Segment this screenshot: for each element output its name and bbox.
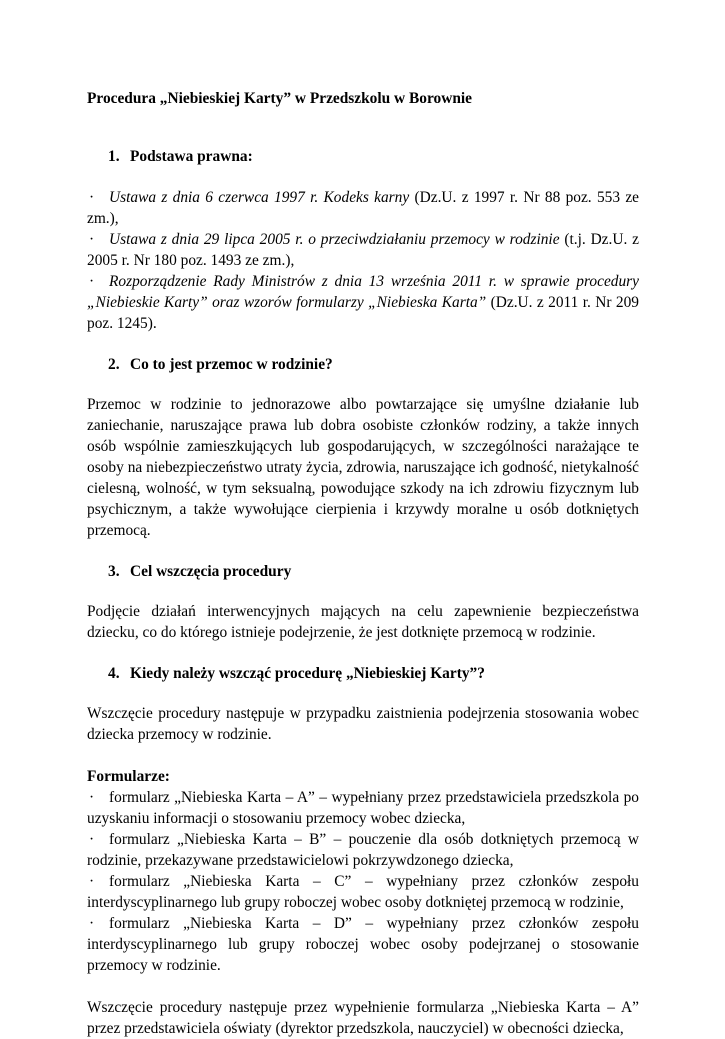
legal-act-reference: (t.j. Dz.U. z 2005 r. Nr 180 poz. 1493 ze zm.), [87, 231, 639, 269]
document-title: Procedura „Niebieskiej Karty” w Przedszkolu w Borownie [87, 90, 473, 107]
section-3-title: Cel wszczęcia procedury [130, 563, 292, 580]
form-item [87, 787, 639, 829]
bullet-marker: · [89, 873, 95, 890]
section-4-body: Wszczęcie procedury następuje w przypadku zaistnienia podejrzenia stosowania wobec dziecka przemocy w rodzinie. [87, 705, 639, 743]
form-description: formularz „Niebieska Karta – C” – wypełniany przez członków zespołu interdyscyplinarnego lub grupy roboczej wobec osoby dotkniętej przemocą w rodzinie, [87, 873, 639, 911]
legal-act-title: Ustawa z dnia 29 lipca 2005 r. o przeciwdziałaniu przemocy w rodzinie [109, 231, 560, 248]
form-description: formularz „Niebieska Karta – A” – wypełniany przez przedstawiciela przedszkola po uzyskaniu informacji o stosowaniu przemocy wobec dziecka, [87, 789, 639, 827]
section-4-title: Kiedy należy wszcząć procedurę „Niebieskiej Karty”? [130, 665, 485, 682]
section-3-number: 3. [108, 563, 120, 580]
section-2-body: Przemoc w rodzinie to jednorazowe albo powtarzające się umyślne działanie lub zaniechanie, naruszające prawa lub dobra osobiste członków rodziny, a także innych osób wspólnie zamieszkujących lub gospodarujących, w szczególności narażające te osoby na niebezpieczeństwo utraty życia, zdrowia, naruszające ich godność, nietykalność cielesną, wolność, w tym seksualną, powodujące szkody na ich zdrowiu fizycznym lub psychicznym, a także wywołujące cierpienia i krzywdy moralne u osób dotkniętych przemocą. [87, 396, 639, 539]
form-description: formularz „Niebieska Karta – D” – wypełniany przez członków zespołu interdyscyplinarnego lub grupy roboczej wobec osoby podejrzanej o stosowanie przemocy w rodzinie. [87, 915, 639, 974]
section-2-number: 2. [108, 356, 120, 373]
document-content [87, 88, 639, 1039]
section-4-heading [87, 663, 639, 684]
section-1-number: 1. [108, 148, 120, 165]
legal-basis-item [87, 187, 639, 229]
legal-act-reference: (Dz.U. z 2011 r. Nr 209 poz. 1245). [87, 294, 639, 332]
forms-heading: Formularze: [87, 768, 170, 785]
section-1-heading [87, 146, 639, 167]
form-description: formularz „Niebieska Karta – B” – pouczenie dla osób dotkniętych przemocą w rodzinie, przekazywane przedstawicielowi pokrzywdzonego dziecka, [87, 831, 639, 869]
section-2-title: Co to jest przemoc w rodzinie? [130, 356, 333, 373]
bullet-marker: · [89, 231, 95, 248]
forms-list [87, 787, 639, 976]
form-item [87, 913, 639, 976]
legal-basis-item [87, 229, 639, 271]
bullet-marker: · [89, 915, 95, 932]
bullet-marker: · [89, 831, 95, 848]
legal-act-reference: (Dz.U. z 1997 r. Nr 88 poz. 553 ze zm.), [87, 189, 639, 227]
legal-basis-list [87, 187, 639, 334]
procedure-closing-text: Wszczęcie procedury następuje przez wypełnienie formularza „Niebieska Karta – A” przez przedstawiciela oświaty (dyrektor przedszkola, nauczyciel) w obecności dziecka, [87, 999, 639, 1037]
legal-act-title: Ustawa z dnia 6 czerwca 1997 r. Kodeks karny [109, 189, 410, 206]
legal-basis-item [87, 271, 639, 334]
legal-act-title: Rozporządzenie Rady Ministrów z dnia 13 września 2011 r. w sprawie procedury „Niebieskie Karty” oraz wzorów formularzy „Niebieska Karta” [87, 273, 639, 311]
section-1-title: Podstawa prawna: [130, 148, 253, 165]
section-3-body: Podjęcie działań interwencyjnych mających na celu zapewnienie bezpieczeństwa dziecku, co do którego istnieje podejrzenie, że jest dotknięte przemocą w rodzinie. [87, 603, 639, 641]
form-item [87, 829, 639, 871]
bullet-marker: · [89, 189, 95, 206]
bullet-marker: · [89, 789, 95, 806]
section-2-heading [87, 354, 639, 375]
form-item [87, 871, 639, 913]
section-4-number: 4. [108, 665, 120, 682]
bullet-marker: · [89, 273, 95, 290]
section-3-heading [87, 561, 639, 582]
